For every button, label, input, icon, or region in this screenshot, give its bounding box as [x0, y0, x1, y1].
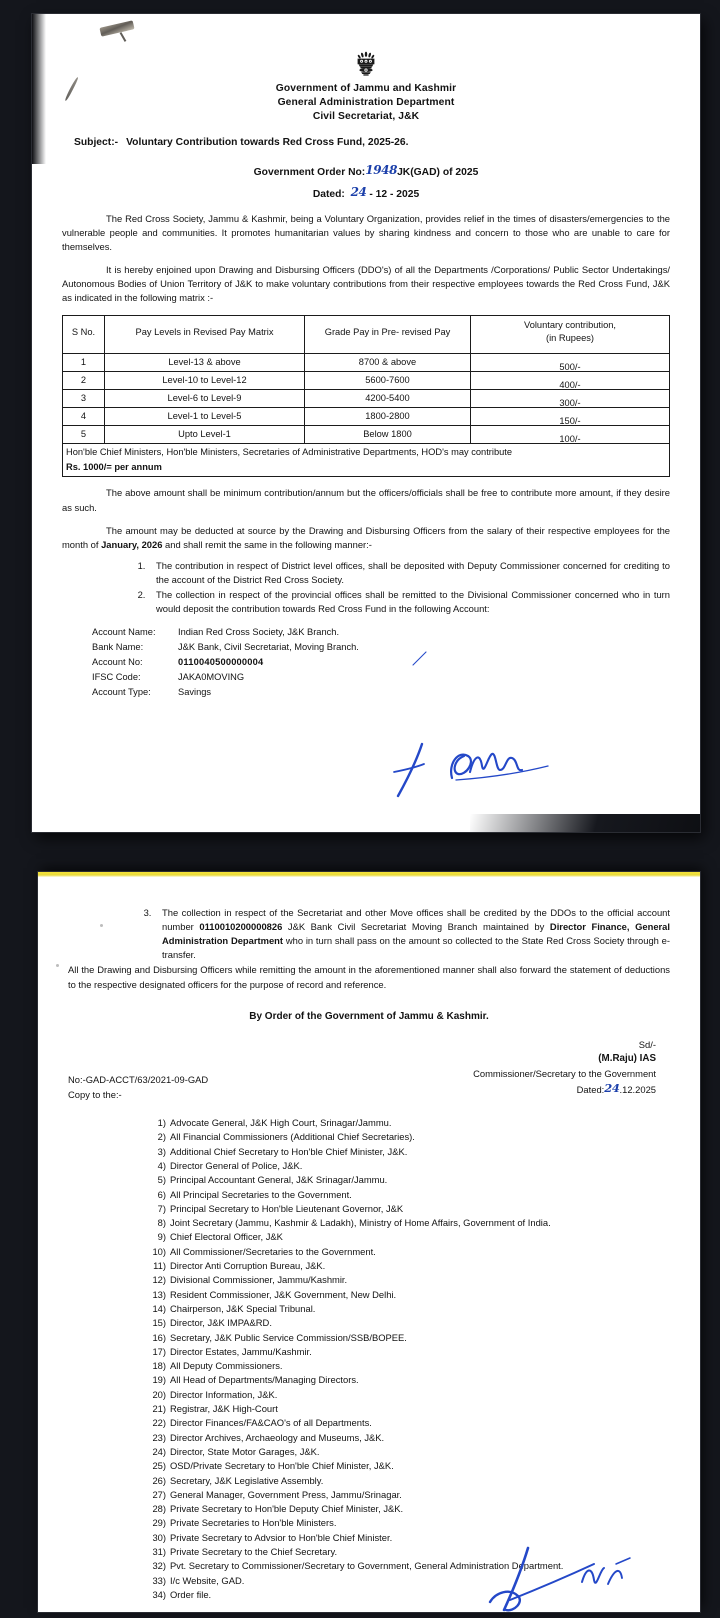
paragraph-red-cross-intro: The Red Cross Society, Jammu & Kashmir, being a Voluntary Organization, provides relief in the times of disasters/emergencies to the vulnerable people and communities. It promotes humanitarian values by sharing kindness and concern to those who are unable to care for themselves. — [62, 212, 670, 252]
header-voluntary-contribution — [471, 316, 670, 353]
list-item-text: All Principal Secretaries to the Government. — [170, 1188, 352, 1200]
table-row — [63, 426, 670, 444]
cell-contribution-value: 150/- — [559, 416, 581, 427]
list-item-text: Joint Secretary (Jammu, Kashmir & Ladakh), Ministry of Home Affairs, Government of India. — [170, 1217, 551, 1229]
table-row — [63, 408, 670, 426]
cell-pay: Level-6 to Level-9 — [105, 389, 305, 407]
table-header-row — [63, 316, 670, 353]
list-item-text: I/c Website, GAD. — [170, 1574, 245, 1586]
list-item-text: Director Estates, Jammu/Kashmir. — [170, 1345, 312, 1357]
list-item: 9) Chief Electoral Officer, J&K — [157, 1231, 283, 1243]
table-body — [63, 353, 670, 477]
table-row — [63, 389, 670, 407]
list-item-text: Advocate General, J&K High Court, Srinagar/Jammu. — [170, 1117, 392, 1129]
dated-rest: - 12 - 2025 — [369, 188, 420, 200]
cell-pay: Level-10 to Level-12 — [105, 371, 305, 389]
order-date-line — [62, 185, 670, 203]
org-line-1: Government of Jammu and Kashmir — [275, 83, 457, 94]
list-item-text: Director, J&K IMPA&RD. — [170, 1317, 272, 1329]
para4-part-a: The amount may be deducted at source by the Drawing and Disbursing Officers from the salary of their respective employees for the month of — [62, 524, 670, 550]
remittance-manner-list-continued — [68, 906, 670, 962]
list-item-text: Divisional Commissioner, Jammu/Kashmir. — [170, 1274, 348, 1286]
list-item-text: OSD/Private Secretary to Hon'ble Chief Minister, J&K. — [170, 1460, 394, 1472]
list-item: 18) All Deputy Commissioners. — [152, 1360, 283, 1372]
list-item: 1) Advocate General, J&K High Court, Srinagar/Jammu. — [157, 1117, 392, 1129]
subject-line — [62, 136, 670, 151]
list-item-text: Private Secretary to Advsior to Hon'ble Chief Minister. — [170, 1531, 393, 1543]
list-item: 32) Pvt. Secretary to Commissioner/Secretary to Government, General Administration Department. — [152, 1560, 564, 1572]
organization-header — [62, 82, 670, 124]
list-item: 29) Private Secretaries to Hon'ble Ministers. — [152, 1517, 337, 1529]
signatory-name: (M.Raju) IAS — [598, 1052, 656, 1064]
sd-label: Sd/- — [638, 1038, 656, 1050]
bank-detail-row — [92, 655, 670, 670]
table-row — [63, 353, 670, 371]
list-item: 25) OSD/Private Secretary to Hon'ble Chief Minister, J&K. — [152, 1460, 394, 1472]
paragraph-closing-instruction: All the Drawing and Disbursing Officers while remitting the amount in the aforementioned manner shall also forward the statement of deductions to the respective designated officers for the purpose of record and reference. — [68, 964, 670, 990]
list-item-text: Chairperson, J&K Special Tribunal. — [170, 1302, 316, 1314]
remittance-manner-list — [62, 559, 670, 616]
paragraph-deduction-at-source — [62, 524, 670, 552]
table-row — [63, 371, 670, 389]
cell-pay: Level-1 to Level-5 — [105, 408, 305, 426]
list-item: 4) Director General of Police, J&K. — [157, 1159, 303, 1171]
bank-detail-row — [92, 685, 670, 700]
national-emblem-wrapper — [62, 14, 670, 80]
bank-detail-row — [92, 670, 670, 685]
by-order-line: By Order of the Government of Jammu & Kashmir. — [249, 1010, 489, 1022]
header-grade-pay: Grade Pay in Pre- revised Pay — [305, 316, 471, 353]
list-item-text: Registrar, J&K High-Court — [170, 1403, 278, 1415]
table-footnote-cell — [63, 444, 670, 477]
list-item: 15) Director, J&K IMPA&RD. — [152, 1317, 272, 1329]
list-item-text: Resident Commissioner, J&K Government, New Delhi. — [170, 1288, 397, 1300]
sign-dated-rest: .12.2025 — [619, 1083, 656, 1095]
list-item: 11) Director Anti Corruption Bureau, J&K. — [153, 1260, 326, 1272]
copy-to-label: Copy to the:- — [68, 1089, 122, 1101]
list-item-text: Director General of Police, J&K. — [170, 1159, 303, 1171]
paragraph-enjoinder: It is hereby enjoined upon Drawing and Disbursing Officers (DDO's) of all the Departments /Corporations/ Public Sector Undertakings/ Autonomous Bodies of Union Territory of J&K to make voluntary contributions from their respective employees towards the Red Cross Fund, J&K as indicated in the following matrix :- — [62, 263, 670, 304]
bank-account-details — [92, 625, 670, 700]
cell-pay: Level-13 & above — [105, 353, 305, 371]
list-item: 6) All Principal Secretaries to the Government. — [157, 1188, 352, 1200]
list-item-text: Private Secretary to Hon'ble Deputy Chief Minister, J&K. — [170, 1503, 404, 1515]
list-item-text: Director, State Motor Garages, J&K. — [170, 1445, 320, 1457]
cell-grade: 4200-5400 — [305, 389, 471, 407]
list-item-text: Secretary, J&K Public Service Commission/SSB/BOPEE. — [170, 1331, 407, 1343]
cell-contribution — [471, 426, 670, 444]
list-item-text: All Deputy Commissioners. — [170, 1360, 283, 1372]
signatory-designation: Commissioner/Secretary to the Government — [473, 1067, 656, 1079]
handwritten-signature-left — [380, 736, 450, 806]
bank-value: Savings — [178, 687, 212, 698]
cell-contribution — [471, 353, 670, 371]
bank-value-account-number: 0110040500000004 — [178, 657, 264, 668]
header-vol-line-2: (in Rupees) — [545, 333, 595, 344]
footnote-amount: Rs. 1000/= per annum — [66, 461, 162, 472]
table-footnote-row — [63, 444, 670, 477]
list-item: 16) Secretary, J&K Public Service Commission/SSB/BOPEE. — [152, 1331, 407, 1343]
list-item: 26) Secretary, J&K Legislative Assembly. — [152, 1474, 324, 1486]
item3-account-number: 0110010200000826 — [199, 921, 283, 933]
list-item: 10) All Commissioner/Secretaries to the Government. — [152, 1245, 376, 1257]
bank-key: IFSC Code: — [92, 672, 141, 683]
list-item: 3) Additional Chief Secretary to Hon'ble Chief Minister, J&K. — [157, 1145, 408, 1157]
list-item: 22) Director Finances/FA&CAO's of all Departments. — [152, 1417, 372, 1429]
cell-contribution-value: 300/- — [559, 397, 581, 408]
bank-key: Account Name: — [92, 627, 156, 638]
list-item — [154, 906, 670, 962]
bank-value: J&K Bank, Civil Secretariat, Moving Branch. — [178, 642, 359, 653]
list-item-text: Director Archives, Archaeology and Museums, J&K. — [170, 1431, 385, 1443]
item3-part-a: The collection in respect of the Secretariat and other Move offices shall be credited by the DDOs to the official account number — [162, 907, 670, 933]
list-item: 5) Principal Accountant General, J&K Srinagar/Jammu. — [157, 1174, 388, 1186]
bank-detail-row — [92, 640, 670, 655]
list-item-text: Director Finances/FA&CAO's of all Departments. — [170, 1417, 372, 1429]
header-serial-no: S No. — [63, 316, 105, 353]
cell-pay: Upto Level-1 — [105, 426, 305, 444]
government-order-number — [62, 163, 670, 181]
bank-value: Indian Red Cross Society, J&K Branch. — [178, 627, 340, 638]
bank-key: Account No: — [92, 657, 143, 668]
order-no-suffix: JK(GAD) of 2025 — [397, 167, 479, 179]
cell-grade: Below 1800 — [305, 426, 471, 444]
list-item-text: Secretary, J&K Legislative Assembly. — [170, 1474, 324, 1486]
list-item-text: Chief Electoral Officer, J&K — [170, 1231, 283, 1243]
list-item: 1. The contribution in respect of District level offices, shall be deposited with Deputy Commissioner concerned for crediting to the account of the District Red Cross Society. — [148, 559, 670, 587]
list-item: 23) Director Archives, Archaeology and Museums, J&K. — [152, 1431, 385, 1443]
contribution-matrix-table — [62, 315, 670, 477]
list-item: 20) Director Information, J&K. — [152, 1388, 278, 1400]
list-item: 14) Chairperson, J&K Special Tribunal. — [152, 1302, 316, 1314]
sign-dated-handwritten: 24 — [604, 1080, 620, 1095]
list-item: 28) Private Secretary to Hon'ble Deputy Chief Minister, J&K. — [152, 1503, 404, 1515]
document-page-2 — [38, 872, 700, 1612]
para4-part-b: and shall remit the same in the following manner:- — [162, 538, 372, 550]
item3-part-c: who in turn shall pass on the amount so collected to the State Red Cross Society through e-transfer. — [162, 935, 670, 961]
list-item: 13) Resident Commissioner, J&K Government, New Delhi. — [152, 1288, 397, 1300]
org-line-2: General Administration Department — [277, 96, 455, 108]
list-item-text: All Commissioner/Secretaries to the Government. — [170, 1245, 376, 1257]
paragraph-minimum-contribution: The above amount shall be minimum contribution/annum but the officers/officials shall be free to contribute more amount, if they desire as such. — [62, 487, 670, 513]
list-item: 19) All Head of Departments/Managing Directors. — [152, 1374, 359, 1386]
bank-key: Bank Name: — [92, 642, 144, 653]
list-item-text: All Head of Departments/Managing Directors. — [170, 1374, 359, 1386]
dated-label: Dated: — [312, 188, 345, 200]
list-item: 30) Private Secretary to Advsior to Hon'ble Chief Minister. — [152, 1531, 393, 1543]
bank-value: JAKA0MOVING — [178, 672, 245, 683]
order-no-handwritten: 1948 — [365, 163, 398, 178]
india-state-emblem-icon — [353, 50, 379, 80]
list-item: 33) I/c Website, GAD. — [152, 1574, 245, 1586]
order-no-prefix: Government Order No: — [253, 167, 366, 179]
bank-key: Account Type: — [92, 687, 151, 698]
cell-grade: 1800-2800 — [305, 408, 471, 426]
item3-department: Director Finance, General Administration Department — [162, 921, 670, 947]
list-item: 31) Private Secretary to the Chief Secretary. — [152, 1546, 338, 1557]
list-item-text: Private Secretaries to Hon'ble Ministers. — [170, 1517, 337, 1529]
document-page-1 — [32, 14, 700, 832]
list-item: 8) Joint Secretary (Jammu, Kashmir & Ladakh), Ministry of Home Affairs, Government of India. — [157, 1217, 551, 1229]
cell-sno: 4 — [63, 408, 105, 426]
list-item-text: All Financial Commissioners (Additional Chief Secretaries). — [170, 1131, 415, 1143]
header-vol-line-1: Voluntary contribution, — [524, 320, 616, 331]
list-item: 2) All Financial Commissioners (Additional Chief Secretaries). — [157, 1131, 415, 1143]
cell-contribution-value: 100/- — [559, 434, 581, 445]
list-item: 34) Order file. — [152, 1588, 212, 1600]
list-item-text: Director Anti Corruption Bureau, J&K. — [170, 1260, 326, 1272]
bank-detail-row — [92, 625, 670, 640]
list-item-text: Additional Chief Secretary to Hon'ble Chief Minister, J&K. — [170, 1145, 408, 1157]
header-pay-levels: Pay Levels in Revised Pay Matrix — [105, 316, 305, 353]
list-item-text: Principal Accountant General, J&K Srinagar/Jammu. — [170, 1174, 388, 1186]
cell-sno: 1 — [63, 353, 105, 371]
list-item-text: Pvt. Secretary to Commissioner/Secretary to Government, General Administration Department. — [170, 1560, 564, 1572]
list-item: 27) General Manager, Government Press, Jammu/Srinagar. — [152, 1488, 402, 1500]
subject-text: Voluntary Contribution towards Red Cross Fund, 2025-26. — [126, 136, 409, 148]
handwritten-signature-right — [444, 742, 564, 794]
list-item-text: Principal Secretary to Hon'ble Lieutenant Governor, J&K — [170, 1202, 404, 1214]
list-item: 17) Director Estates, Jammu/Kashmir. — [152, 1345, 312, 1357]
list-item: 7) Principal Secretary to Hon'ble Lieutenant Governor, J&K — [157, 1202, 404, 1214]
cell-contribution — [471, 371, 670, 389]
list-item-text: Order file. — [170, 1588, 212, 1600]
list-item-text: Private Secretary to the Chief Secretary. — [170, 1546, 338, 1557]
list-item-text: Director Information, J&K. — [170, 1388, 278, 1400]
sign-dated-label: Dated: — [576, 1083, 605, 1095]
cell-grade: 5600-7600 — [305, 371, 471, 389]
list-item: 2. The collection in respect of the provincial offices shall be remitted to the Divisional Commissioner concerned who in turn would deposit the contribution towards Red Cross Fund in the following Account: — [148, 588, 670, 616]
cell-contribution — [471, 408, 670, 426]
dated-day-handwritten: 24 — [350, 184, 367, 199]
cell-contribution-value: 400/- — [559, 379, 581, 390]
list-item: 21) Registrar, J&K High-Court — [152, 1403, 278, 1415]
cell-sno: 2 — [63, 371, 105, 389]
cell-sno: 3 — [63, 389, 105, 407]
list-item: 12) Divisional Commissioner, Jammu/Kashmir. — [152, 1274, 348, 1286]
cell-sno: 5 — [63, 426, 105, 444]
org-line-3: Civil Secretariat, J&K — [312, 110, 420, 122]
item3-part-b: J&K Bank Civil Secretariat Moving Branch maintained by — [282, 921, 550, 933]
list-item-text: General Manager, Government Press, Jammu/Srinagar. — [170, 1488, 402, 1500]
cell-grade: 8700 & above — [305, 353, 471, 371]
para4-month-bold: January, 2026 — [101, 538, 163, 550]
cell-contribution-value: 500/- — [559, 361, 581, 372]
distribution-list — [68, 1116, 670, 1602]
cell-contribution — [471, 389, 670, 407]
subject-label: Subject:- — [74, 136, 119, 148]
footnote-text: Hon'ble Chief Ministers, Hon'ble Ministers, Secretaries of Administrative Departments, HOD's may contribute — [66, 447, 513, 458]
list-item: 24) Director, State Motor Garages, J&K. — [152, 1445, 320, 1457]
reference-number: No:-GAD-ACCT/63/2021-09-GAD — [68, 1074, 209, 1085]
